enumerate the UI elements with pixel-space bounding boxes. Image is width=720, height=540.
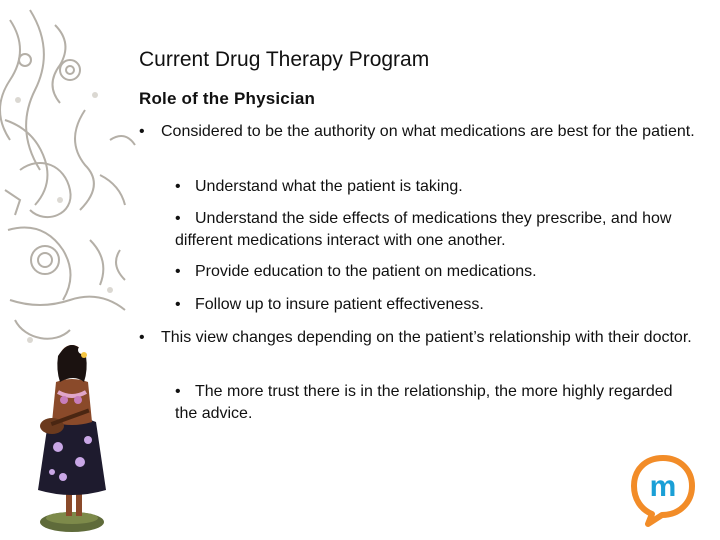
slide-subtitle: Role of the Physician [139, 89, 316, 108]
bullet-item-level2 [175, 381, 695, 425]
bullet-item-level2 [175, 261, 695, 283]
bullet-text: Understand what the patient is taking. [195, 178, 463, 195]
bullet-marker: • [175, 296, 181, 313]
bullet-marker: • [175, 383, 181, 400]
bullet-text: Follow up to insure patient effectiveness. [195, 296, 484, 313]
bullet-item-level2 [175, 294, 695, 316]
hula-doll-figurine [28, 322, 116, 534]
bullet-text: Understand the side effects of medications they prescribe, and how different medications interact with one another. [175, 210, 672, 249]
bullet-text: Provide education to the patient on medications. [195, 263, 537, 280]
bullet-marker: • [139, 329, 145, 346]
bullet-marker: • [175, 210, 181, 227]
bullet-item-level2 [175, 176, 695, 198]
bullet-text: Considered to be the authority on what medications are best for the patient. [161, 123, 695, 140]
brand-logo [628, 452, 698, 528]
bullet-item-level2 [175, 208, 695, 252]
slide-title: Current Drug Therapy Program [139, 48, 430, 71]
bullet-marker: • [139, 123, 145, 140]
bullet-marker: • [175, 178, 181, 195]
logo-letter: m [649, 470, 677, 503]
bullet-text: The more trust there is in the relationship, the more highly regarded the advice. [175, 383, 673, 422]
bullet-item-level1 [139, 121, 699, 143]
bullet-marker: • [175, 263, 181, 280]
bullet-text: This view changes depending on the patient’s relationship with their doctor. [161, 329, 692, 346]
bullet-item-level1 [139, 327, 699, 349]
